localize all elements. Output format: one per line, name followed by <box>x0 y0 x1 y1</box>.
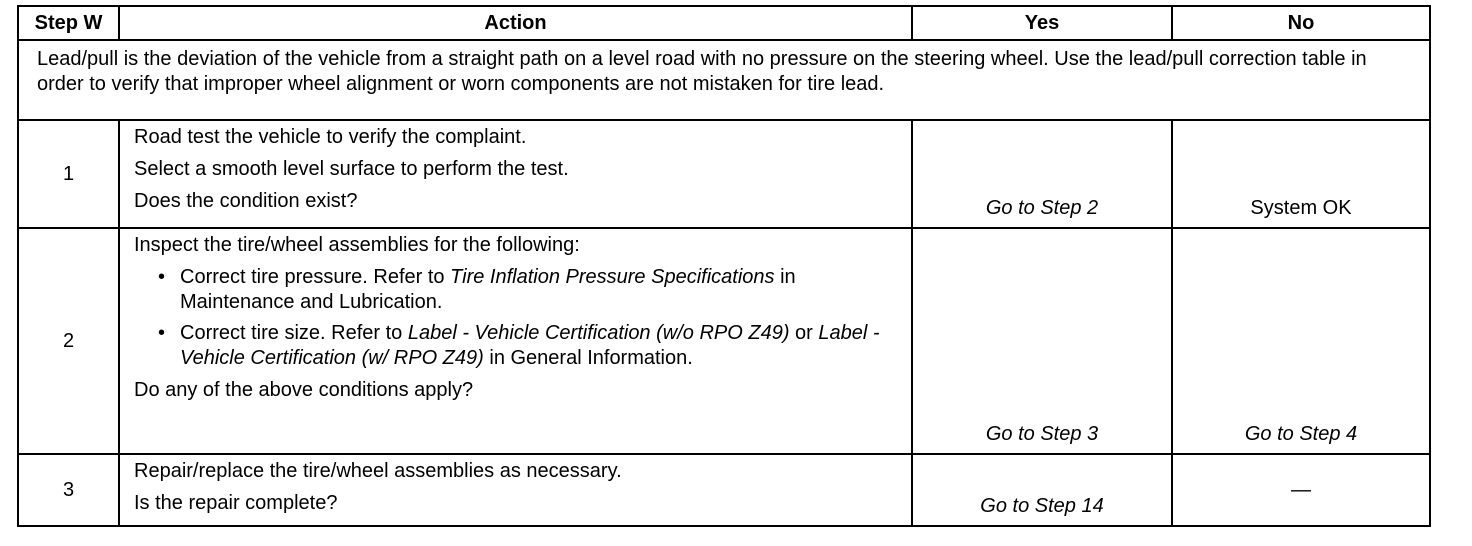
step-action <box>119 120 912 228</box>
header-no: No <box>1172 6 1430 40</box>
header-row <box>18 6 1430 40</box>
doc-reference: Label - Vehicle Certification (w/o RPO Z49) <box>407 322 790 344</box>
table-row <box>18 120 1430 228</box>
action-line: Road test the vehicle to verify the complaint. <box>134 126 527 148</box>
intro-text: Lead/pull is the deviation of the vehicle from a straight path on a level road with no pressure on the steering wheel. Use the lead/pull correction table in order to verify that improper wheel alignment or worn components are not mistaken for tire lead. <box>18 40 1430 120</box>
no-result: — <box>1172 454 1430 526</box>
doc-reference: Tire Inflation Pressure Specifications <box>450 266 775 288</box>
diagnostic-table <box>17 5 1431 527</box>
action-question: Do any of the above conditions apply? <box>134 379 474 401</box>
yes-result: Go to Step 2 <box>912 120 1172 228</box>
list-item: • Correct tire size. Refer to Label - Vehicle Certification (w/o RPO Z49) or Label - Vehicle Certification (w/ RPO Z49) in General Information. <box>158 322 880 369</box>
step-number: 2 <box>18 228 119 454</box>
yes-result: Go to Step 14 <box>912 454 1172 526</box>
header-step: Step W <box>18 6 119 40</box>
yes-result: Go to Step 3 <box>912 228 1172 454</box>
step-number: 3 <box>18 454 119 526</box>
action-line: Select a smooth level surface to perform the test. <box>134 158 569 180</box>
action-line: Repair/replace the tire/wheel assemblies as necessary. <box>134 460 622 482</box>
intro-row <box>18 40 1430 120</box>
bullet-icon: • <box>158 266 166 288</box>
action-line: Inspect the tire/wheel assemblies for the following: <box>134 234 580 256</box>
step-action <box>119 228 912 454</box>
table-row <box>18 228 1430 454</box>
header-yes: Yes <box>912 6 1172 40</box>
table-row <box>18 454 1430 526</box>
no-result: System OK <box>1172 120 1430 228</box>
step-number: 1 <box>18 120 119 228</box>
action-question: Does the condition exist? <box>134 190 358 212</box>
header-action: Action <box>119 6 912 40</box>
condition-list <box>134 265 901 371</box>
list-item: • Correct tire pressure. Refer to Tire Inflation Pressure Specifications in Maintenance and Lubrication. <box>158 266 796 313</box>
no-result: Go to Step 4 <box>1172 228 1430 454</box>
step-action <box>119 454 912 526</box>
action-question: Is the repair complete? <box>134 492 338 514</box>
bullet-icon: • <box>158 322 166 344</box>
doc-reference: Label - Vehicle Certification (w/ RPO Z49) <box>180 322 880 369</box>
